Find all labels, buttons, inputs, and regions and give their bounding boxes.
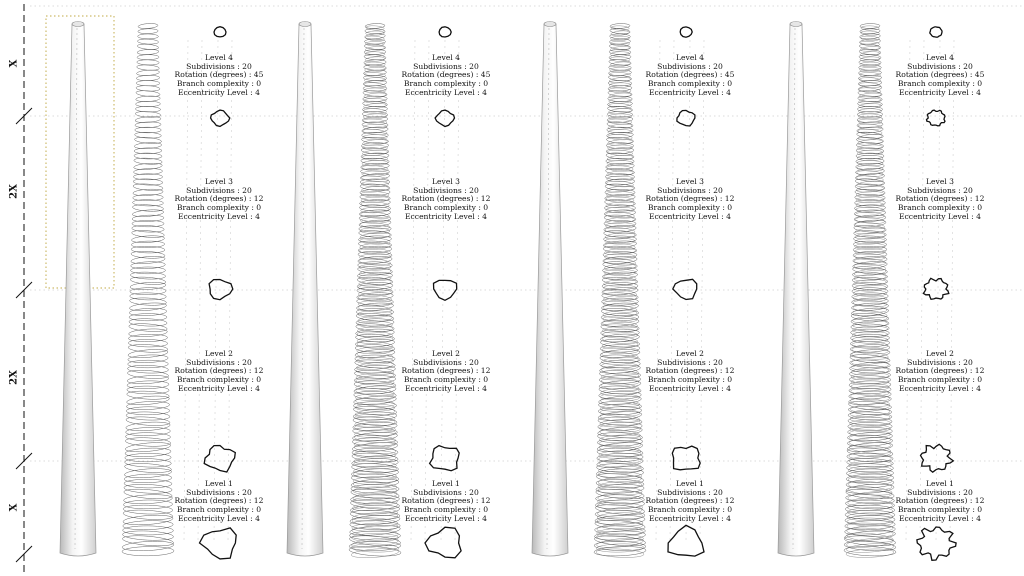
section-profile — [668, 525, 704, 556]
wireframe-ring — [850, 392, 889, 402]
wireframe-ring — [138, 23, 158, 29]
level-subdivisions: Subdivisions : 20 — [907, 357, 973, 367]
dimension-label-lower: 2X — [8, 370, 20, 385]
wireframe-ring — [596, 543, 644, 552]
section-profile — [923, 278, 948, 299]
level-rotation: Rotation (degrees) : 12 — [895, 366, 985, 376]
level-eccentricity: Eccentricity Level : 4 — [405, 211, 487, 221]
wireframe-ring — [598, 395, 641, 406]
wireframe-ring — [122, 540, 174, 552]
level-info-block — [381, 480, 511, 524]
wireframe-ring — [364, 43, 386, 50]
wireframe-ring — [848, 422, 892, 430]
level-subdivisions: Subdivisions : 20 — [186, 487, 252, 497]
level-branch: Branch complexity : 0 — [647, 505, 733, 515]
level-info-block — [875, 178, 1005, 222]
level-eccentricity: Eccentricity Level : 4 — [178, 513, 260, 523]
level-eccentricity: Eccentricity Level : 4 — [405, 383, 487, 393]
wireframe-stack — [122, 23, 174, 556]
towers — [60, 22, 814, 557]
level-subdivisions: Subdivisions : 20 — [413, 61, 479, 71]
level-subdivisions: Subdivisions : 20 — [907, 487, 973, 497]
wireframe-ring — [849, 455, 892, 465]
level-info-block — [625, 350, 755, 394]
wireframe-ring — [122, 546, 174, 556]
wireframe-ring — [137, 39, 158, 45]
level-branch: Branch complexity : 0 — [647, 79, 733, 89]
wireframe-ring — [602, 331, 638, 338]
wireframe-ring — [352, 431, 397, 442]
wireframe-ring — [123, 526, 174, 535]
level-branch: Branch complexity : 0 — [403, 505, 489, 515]
level-title: Level 1 — [676, 479, 704, 488]
section-profile — [211, 110, 230, 126]
level-info-block — [381, 178, 511, 222]
level-title: Level 4 — [926, 53, 954, 62]
level-rotation: Rotation (degrees) : 12 — [174, 366, 264, 376]
wireframe-ring — [354, 450, 396, 458]
wireframe-ring — [849, 439, 891, 450]
section-profile — [214, 27, 226, 37]
level-rotation: Rotation (degrees) : 12 — [645, 366, 735, 376]
dimension-label-upper: 2X — [8, 184, 20, 199]
tower-solid — [60, 24, 96, 556]
level-info-block — [154, 350, 284, 394]
wireframe-ring — [354, 440, 396, 448]
wireframe-ring — [124, 462, 171, 474]
wireframe-ring — [860, 41, 880, 47]
wireframe-ring — [849, 434, 891, 444]
level-info-block — [381, 350, 511, 394]
level-rotation: Rotation (degrees) : 45 — [174, 70, 264, 80]
level-eccentricity: Eccentricity Level : 4 — [405, 87, 487, 97]
level-title: Level 4 — [205, 53, 233, 62]
level-subdivisions: Subdivisions : 20 — [657, 487, 723, 497]
level-subdivisions: Subdivisions : 20 — [186, 61, 252, 71]
level-branch: Branch complexity : 0 — [403, 203, 489, 213]
wireframe-ring — [352, 533, 399, 541]
level-branch: Branch complexity : 0 — [897, 505, 983, 515]
wireframe-ring — [366, 25, 385, 30]
wireframe-ring — [125, 441, 171, 453]
section-profile — [673, 279, 697, 299]
wireframe-ring — [130, 293, 167, 301]
section-profile — [435, 110, 454, 126]
level-eccentricity: Eccentricity Level : 4 — [178, 87, 260, 97]
level-title: Level 4 — [676, 53, 704, 62]
wireframe-ring — [138, 28, 158, 33]
wireframe-ring — [358, 240, 392, 248]
wireframe-ring — [352, 441, 398, 453]
level-rotation: Rotation (degrees) : 12 — [401, 496, 491, 506]
level-subdivisions: Subdivisions : 20 — [907, 185, 973, 195]
tower-solid — [532, 24, 568, 556]
wireframe-ring — [358, 300, 392, 307]
wireframe-ring — [353, 402, 396, 410]
level-subdivisions: Subdivisions : 20 — [413, 357, 479, 367]
level-rotation: Rotation (degrees) : 12 — [174, 496, 264, 506]
level-subdivisions: Subdivisions : 20 — [186, 357, 252, 367]
wireframe-ring — [600, 409, 640, 417]
wireframe-ring — [135, 127, 161, 133]
level-info-block — [625, 480, 755, 524]
wireframe-ring — [844, 529, 896, 542]
wireframe-ring — [351, 547, 399, 559]
section-profile — [677, 110, 695, 126]
wireframe-ring — [850, 425, 891, 432]
level-title: Level 1 — [205, 479, 233, 488]
dimension-label-bottom: X — [8, 503, 20, 512]
level-subdivisions: Subdivisions : 20 — [186, 185, 252, 195]
level-info-block — [875, 350, 1005, 394]
level-branch: Branch complexity : 0 — [176, 79, 262, 89]
level-eccentricity: Eccentricity Level : 4 — [405, 513, 487, 523]
dimension-axis — [16, 4, 32, 572]
section-profile — [200, 528, 237, 559]
wireframe-ring — [355, 393, 394, 401]
wireframe-ring — [603, 300, 637, 307]
wireframe-ring — [129, 297, 166, 306]
wireframe-ring — [138, 34, 159, 39]
tower-top-cap — [544, 22, 556, 27]
wireframe-ring — [353, 395, 396, 406]
wireframe-ring — [135, 106, 160, 112]
level-title: Level 4 — [432, 53, 460, 62]
wireframe-ring — [122, 534, 174, 547]
level-branch: Branch complexity : 0 — [897, 79, 983, 89]
section-profile — [204, 446, 235, 473]
wireframe-ring — [860, 36, 879, 42]
wireframe-ring — [126, 421, 171, 432]
tower-top-cap — [299, 22, 311, 27]
level-rotation: Rotation (degrees) : 12 — [645, 194, 735, 204]
level-subdivisions: Subdivisions : 20 — [657, 185, 723, 195]
level-branch: Branch complexity : 0 — [403, 79, 489, 89]
level-title: Level 3 — [205, 177, 233, 186]
level-eccentricity: Eccentricity Level : 4 — [649, 87, 731, 97]
section-profile — [930, 27, 942, 37]
level-info-block — [154, 480, 284, 524]
wireframe-ring — [600, 393, 639, 401]
section-profile — [425, 527, 461, 558]
wireframe-ring — [850, 408, 890, 418]
level-info-block — [154, 178, 284, 222]
level-title: Level 3 — [676, 177, 704, 186]
wireframe-ring — [357, 336, 393, 344]
level-branch: Branch complexity : 0 — [403, 375, 489, 385]
projection-line — [184, 40, 188, 540]
wireframe-ring — [847, 441, 893, 453]
level-branch: Branch complexity : 0 — [176, 505, 262, 515]
dimension-label-top: X — [8, 59, 20, 68]
tower-top-cap — [790, 22, 802, 27]
wireframe-ring — [353, 405, 397, 416]
level-subdivisions: Subdivisions : 20 — [413, 487, 479, 497]
wireframe-ring — [859, 43, 881, 50]
level-rotation: Rotation (degrees) : 12 — [895, 496, 985, 506]
wireframe-ring — [130, 281, 166, 290]
level-info-block — [875, 54, 1005, 98]
wireframe-ring — [607, 121, 633, 128]
level-subdivisions: Subdivisions : 20 — [413, 185, 479, 195]
wireframe-ring — [596, 548, 644, 558]
level-branch: Branch complexity : 0 — [897, 203, 983, 213]
level-eccentricity: Eccentricity Level : 4 — [899, 383, 981, 393]
wireframe-ring — [609, 43, 631, 50]
level-title: Level 1 — [926, 479, 954, 488]
level-info-block — [625, 178, 755, 222]
level-subdivisions: Subdivisions : 20 — [657, 61, 723, 71]
wireframe-ring — [365, 46, 385, 52]
level-rotation: Rotation (degrees) : 45 — [645, 70, 735, 80]
level-info-block — [625, 54, 755, 98]
wireframe-ring — [355, 404, 395, 411]
level-branch: Branch complexity : 0 — [176, 375, 262, 385]
level-rotation: Rotation (degrees) : 12 — [401, 194, 491, 204]
wireframe-ring — [126, 427, 171, 436]
level-info-block — [875, 480, 1005, 524]
wireframe-ring — [597, 528, 644, 537]
level-title: Level 2 — [926, 349, 954, 358]
level-eccentricity: Eccentricity Level : 4 — [178, 383, 260, 393]
level-rotation: Rotation (degrees) : 12 — [401, 366, 491, 376]
level-title: Level 2 — [205, 349, 233, 358]
level-subdivisions: Subdivisions : 20 — [657, 357, 723, 367]
wireframe-ring — [846, 542, 894, 553]
level-info-block — [381, 54, 511, 98]
wireframe-stack — [844, 23, 896, 558]
wireframe-ring — [131, 246, 165, 253]
wireframe-ring — [362, 126, 389, 134]
level-rotation: Rotation (degrees) : 45 — [401, 70, 491, 80]
wireframe-stack — [594, 23, 646, 558]
wireframe-ring — [124, 467, 172, 479]
level-title: Level 2 — [676, 349, 704, 358]
wireframe-ring — [129, 314, 167, 321]
level-subdivisions: Subdivisions : 20 — [907, 61, 973, 71]
wireframe-ring — [358, 311, 392, 318]
level-eccentricity: Eccentricity Level : 4 — [899, 513, 981, 523]
wireframe-ring — [126, 416, 171, 427]
wireframe-ring — [131, 229, 164, 238]
wireframe-ring — [131, 250, 165, 259]
wireframe-ring — [610, 46, 630, 52]
wireframe-ring — [126, 395, 169, 407]
level-eccentricity: Eccentricity Level : 4 — [178, 211, 260, 221]
level-eccentricity: Eccentricity Level : 4 — [899, 87, 981, 97]
level-rotation: Rotation (degrees) : 12 — [645, 496, 735, 506]
wireframe-ring — [598, 465, 641, 474]
wireframe-ring — [126, 401, 169, 411]
level-eccentricity: Eccentricity Level : 4 — [649, 513, 731, 523]
wireframe-ring — [365, 35, 384, 41]
level-rotation: Rotation (degrees) : 12 — [895, 194, 985, 204]
wireframe-ring — [608, 108, 631, 115]
wireframe-ring — [603, 316, 638, 323]
wireframe-ring — [129, 308, 167, 317]
wireframe-ring — [125, 447, 171, 458]
wireframe-ring — [351, 543, 399, 552]
level-branch: Branch complexity : 0 — [176, 203, 262, 213]
level-eccentricity: Eccentricity Level : 4 — [899, 211, 981, 221]
wireframe-ring — [136, 101, 161, 107]
level-branch: Branch complexity : 0 — [897, 375, 983, 385]
wireframe-ring — [860, 46, 880, 52]
level-title: Level 3 — [432, 177, 460, 186]
wireframe-ring — [137, 43, 159, 50]
level-title: Level 2 — [432, 349, 460, 358]
section-profile — [439, 27, 451, 37]
tower-top-cap — [72, 22, 84, 27]
level-title: Level 1 — [432, 479, 460, 488]
level-branch: Branch complexity : 0 — [647, 375, 733, 385]
level-rotation: Rotation (degrees) : 45 — [895, 70, 985, 80]
level-eccentricity: Eccentricity Level : 4 — [649, 211, 731, 221]
level-rotation: Rotation (degrees) : 12 — [174, 194, 264, 204]
wireframe-stack — [349, 23, 401, 559]
level-branch: Branch complexity : 0 — [647, 203, 733, 213]
level-title: Level 3 — [926, 177, 954, 186]
section-profile — [430, 446, 460, 471]
level-info-block — [154, 54, 284, 98]
section-profile — [917, 527, 956, 560]
section-profile — [927, 110, 946, 126]
section-profile — [672, 446, 700, 470]
wireframe-ring — [846, 548, 894, 558]
section-profile — [680, 27, 692, 37]
wireframe-ring — [122, 530, 173, 541]
level-eccentricity: Eccentricity Level : 4 — [649, 383, 731, 393]
wireframe-ring — [610, 30, 629, 36]
wireframe-ring — [357, 321, 392, 328]
wireframe-ring — [129, 318, 167, 327]
wireframe-ring — [349, 534, 401, 547]
